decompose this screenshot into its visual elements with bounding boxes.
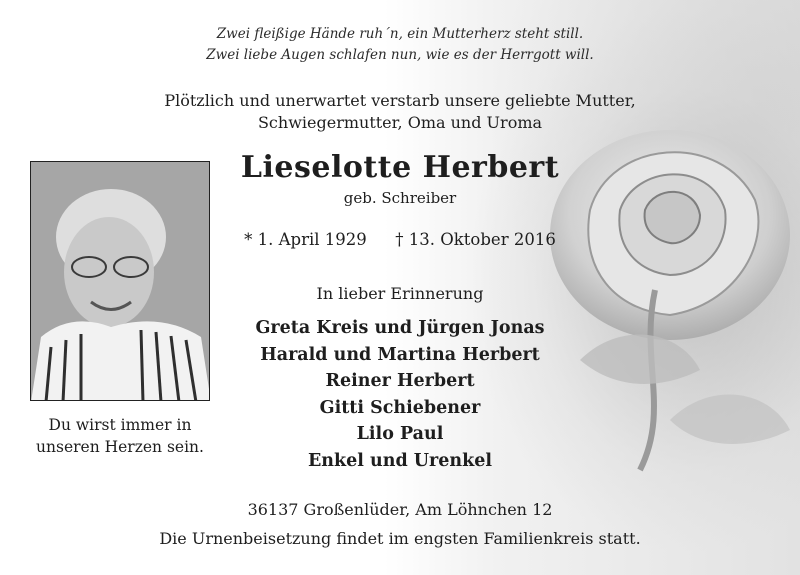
death-date: † 13. Oktober 2016 — [395, 230, 556, 249]
mourner-2: Harald und Martina Herbert — [260, 344, 540, 365]
deceased-name: Lieselotte Herbert — [240, 150, 560, 185]
poem-line-2: Zwei liebe Augen schlafen nun, wie es der Herrgott will. — [206, 47, 594, 63]
life-dates — [0, 230, 800, 249]
burial-notice: Die Urnenbeisetzung findet im engsten Familienkreis statt. — [159, 529, 641, 548]
mourner-5: Lilo Paul — [356, 424, 444, 444]
address: 36137 Großenlüder, Am Löhnchen 12 — [247, 500, 553, 519]
intro-line-1: Plötzlich und unerwartet verstarb unsere geliebte Mutter, — [164, 91, 636, 110]
mourners-list — [0, 315, 800, 474]
photo-caption-line-2: unseren Herzen sein. — [36, 438, 204, 456]
memory-line: In lieber Erinnerung — [316, 284, 484, 303]
photo-caption-line-1: Du wirst immer in — [48, 416, 192, 434]
poem-line-1: Zwei fleißige Hände ruh´n, ein Mutterherz steht still. — [216, 26, 584, 42]
mourner-6: Enkel und Urenkel — [307, 450, 493, 471]
birth-date: * 1. April 1929 — [244, 230, 367, 249]
mourner-4: Gitti Schiebener — [319, 397, 481, 418]
mourner-1: Greta Kreis und Jürgen Jonas — [255, 318, 545, 338]
birth-name: geb. Schreiber — [343, 189, 457, 207]
mourner-3: Reiner Herbert — [325, 371, 475, 391]
intro-line-2: Schwiegermutter, Oma und Uroma — [257, 113, 543, 132]
